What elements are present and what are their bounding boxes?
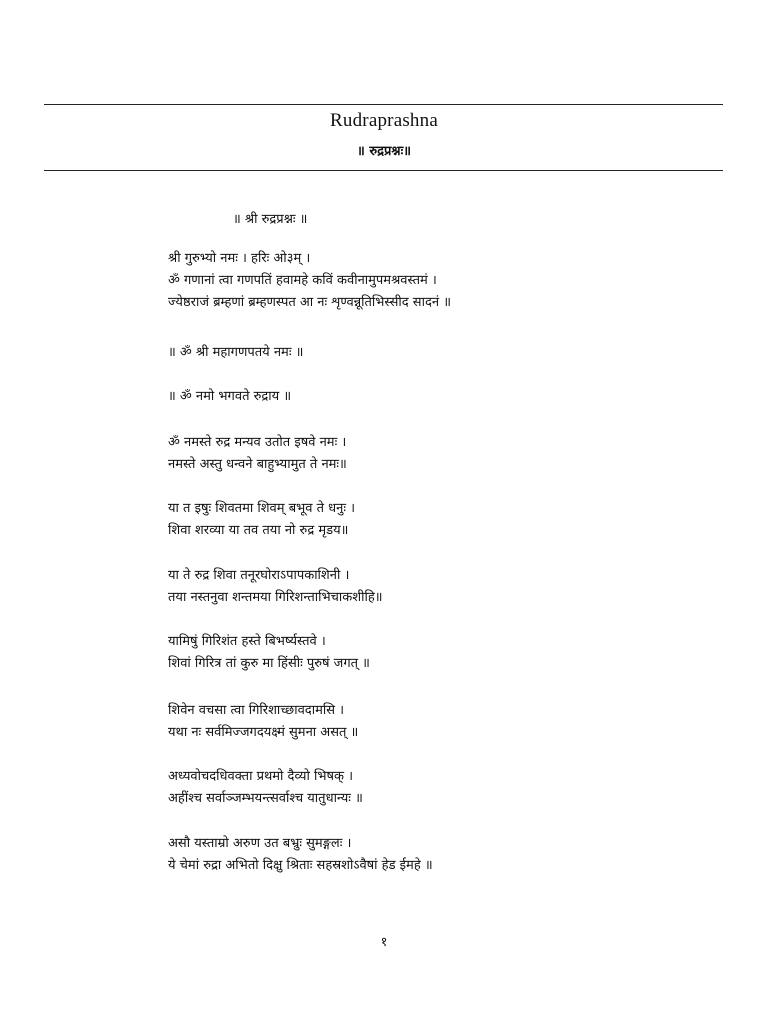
verse-block [168,631,370,675]
verse-line: ये चेमां रुद्रा अभितो दिक्षु श्रिताः सहस्रशोऽवैषां हेड ईमहे ॥ [168,858,433,873]
verse-line: असौ यस्ताम्रो अरुण उत बभ्रुः सुमङ्गलः । [168,836,352,851]
verse-line: ॐ नमस्ते रुद्र मन्यव उतोत इषवे नमः । [168,435,347,450]
verse-line: ॐ गणानां त्वा गणपतिं हवामहे कविं कवीनामुपमश्रवस्तमं । [168,273,437,288]
running-header-subtitle: ॥ रुद्रप्रश्नः॥ [357,144,411,159]
verse-block [168,386,291,408]
verse-line: नमस्ते अस्तु धन्वने बाहुभ्यामुत ते नमः॥ [168,457,347,472]
verse-line: यामिषुं गिरिशंत हस्ते बिभर्ष्यस्तवे । [168,634,326,649]
verse-block [168,248,451,314]
verse-line: यथा नः सर्वमिज्जगदयक्ष्मं सुमना असत् ॥ [168,725,359,740]
verse-block [168,565,383,609]
verse-line: ॥ ॐ नमो भगवते रुद्राय ॥ [168,389,292,404]
verse-line: शिवां गिरित्र तां कुरु मा हिंसीः पुरुषं जगत् ॥ [168,656,370,671]
verse-line: ॥ ॐ श्री महागणपतये नमः ॥ [168,345,304,360]
verse-line: ज्येष्ठराजं ब्रम्हणां ब्रम्हणस्पत आ नः शृण्वन्नूतिभिस्सीद सादनं ॥ [168,295,451,310]
verse-block [168,342,303,364]
verse-line: शिवा शरव्या या तव तया नो रुद्र मृडय॥ [168,523,349,538]
verse-block [168,498,355,542]
page-number: १ [380,935,388,950]
verse-block [168,766,363,810]
header-top-rule [44,104,723,105]
running-header-title: Rudraprashna [330,110,438,131]
verse-line: तया नस्तनुवा शन्तमया गिरिशन्ताभिचाकशीहि॥ [168,590,383,605]
verse-line: या ते रुद्र शिवा तनूरघोराऽपापकाशिनी । [168,568,350,583]
verse-line: शिवेन वचसा त्वा गिरिशाच्छावदामसि । [168,703,345,718]
verse-block [168,833,433,877]
verse-block [168,432,347,476]
header-bottom-rule [44,170,723,171]
verse-line: अहींश्च सर्वाञ्जम्भयन्त्सर्वाश्च यातुधान्यः ॥ [168,791,363,806]
verse-line: अध्यवोचदधिवक्ता प्रथमो दैव्यो भिषक् । [168,769,354,784]
verse-line: या त इषुः शिवतमा शिवम् बभूव ते धनुः । [168,501,356,516]
document-heading: ॥ श्री रुद्रप्रश्नः ॥ [233,212,308,227]
verse-block [168,700,358,744]
verse-line: श्री गुरुभ्यो नमः । हरिः ओ३म् । [168,251,311,266]
